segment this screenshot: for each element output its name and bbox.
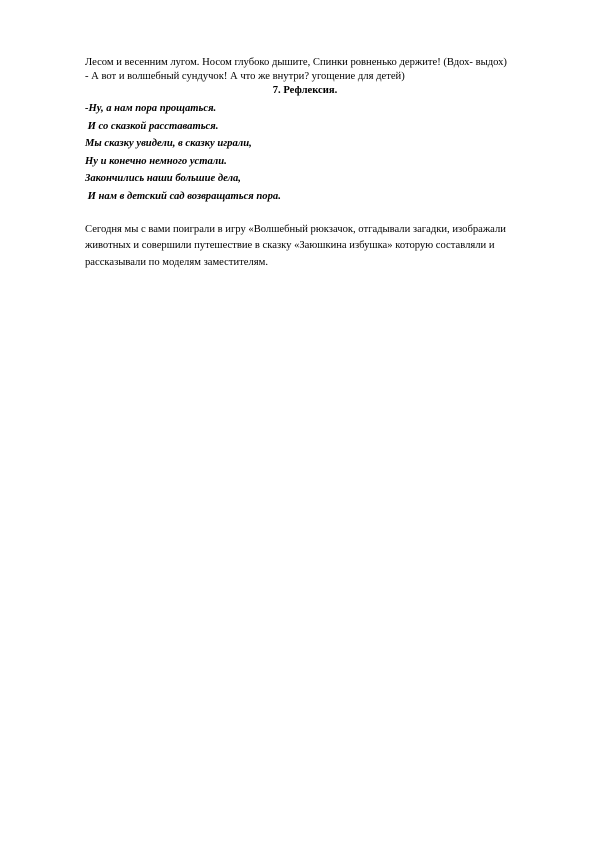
poem-line: И со сказкой расставаться. — [85, 120, 219, 132]
poem-line: Мы сказку увидели, в сказку играли, — [85, 138, 252, 150]
poem-line: Закончились наши большие дела, — [85, 173, 241, 185]
document-body — [85, 56, 525, 271]
poem-line: Ну и конечно немного устали. — [85, 155, 227, 167]
poem-line: И нам в детский сад возвращаться пора. — [85, 190, 281, 202]
chest-paragraph: - А вот и волшебный сундучок! А что же внутри? угощение для детей) — [85, 71, 405, 82]
section-heading: 7. Рефлексия. — [272, 85, 338, 96]
summary-paragraph: Сегодня мы с вами поиграли в игру «Волшебный рюкзачок, отгадывали загадки, изображали животных и совершили путешествие в сказку «Заюшкина избушка» которую составляли и рассказывали по моделям заместителям. — [85, 223, 506, 268]
poem-line: -Ну, а нам пора прощаться. — [85, 103, 217, 114]
intro-paragraph: Лесом и весенним лугом. Носом глубоко дышите, Спинки ровненько держите! (Вдох- выдох) — [85, 57, 507, 68]
farewell-poem — [85, 100, 525, 206]
